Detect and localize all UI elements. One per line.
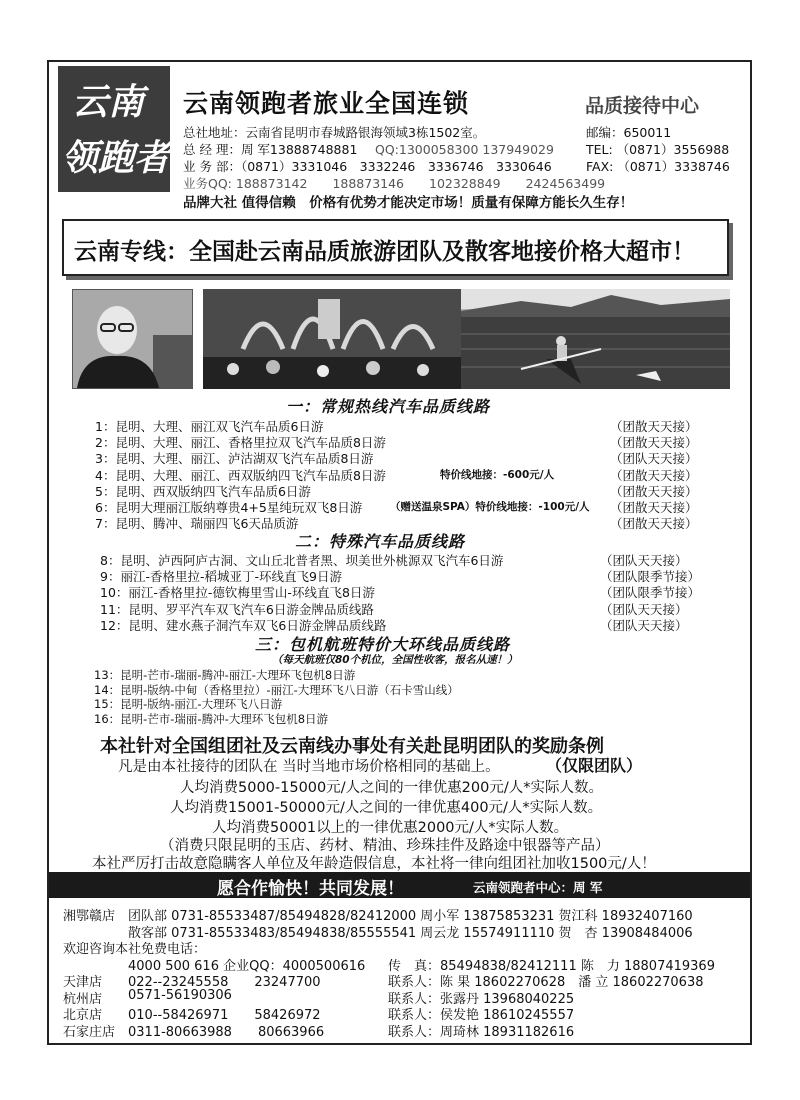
store-city: 石家庄店 xyxy=(63,1024,116,1040)
route-tag: （团散天天接） xyxy=(610,516,698,532)
route-tag: （团队天天接） xyxy=(600,617,688,633)
route-tag: （团队天天接） xyxy=(600,601,688,617)
route-tag: （团散天天接） xyxy=(610,467,698,483)
route-name: 11：昆明、罗平汽车双飞汽车6日游金牌品质线路 xyxy=(100,601,374,617)
free-phone-line: 4000 500 616 企业QQ：4000500616 xyxy=(128,959,366,974)
route-special-price: 特价线地接：-600元/人 xyxy=(440,468,555,481)
route-tag: （团散天天接） xyxy=(610,435,698,451)
route-name: 16：昆明-芒市-瑞丽-腾冲-大理环飞包机8日游 xyxy=(94,711,329,726)
route-name: 3：昆明、大理、丽江、泸沽湖双飞汽车品质8日游 xyxy=(95,451,374,467)
route-name: 2：昆明、大理、丽江、香格里拉双飞汽车品质8日游 xyxy=(95,435,386,451)
lake-boat-photo xyxy=(461,289,730,389)
rules-title: 本社针对全国组团社及云南线办事处有关赴昆明团队的奖励条例 xyxy=(100,736,604,757)
company-logo xyxy=(58,66,170,192)
route-name: 15：昆明-版纳-丽江-大理环飞八日游 xyxy=(94,697,283,711)
qq: QQ:1300058300 137949029 xyxy=(375,142,554,157)
route-name: 8：昆明、泸西阿庐古洞、文山丘北普者黑、坝美世外桃源双飞汽车6日游 xyxy=(100,553,504,568)
manager: 总 经 理：周 军13888748881 xyxy=(183,142,358,157)
route-name: 9：丽江-香格里拉-稻城亚丁-环线直飞9日游 xyxy=(100,569,342,585)
xiang-scatter-line: 散客部 0731-85533483/85494838/85555541 周云龙 15574911110 贺 杏 13908484006 xyxy=(128,926,693,941)
cooperation-sub: 云南领跑者中心：周 军 xyxy=(473,880,603,895)
store-contact: 联系人：侯发艳 18610245557 xyxy=(388,1008,575,1023)
store-phone: 0571-56190306 xyxy=(128,987,232,1003)
slogan: 品牌大社 值得信赖 价格有优势才能决定市场！质量有保障方能长久生存！ xyxy=(183,195,634,211)
logo-line1: 云南 xyxy=(72,81,145,123)
fountain-photo xyxy=(203,289,461,389)
store-contact: 联系人：周琦林 18931182616 xyxy=(388,1024,575,1040)
rule-line1-tag: （仅限团队） xyxy=(546,756,643,775)
rule-line5: （消费只限昆明的玉店、药材、精油、珍珠挂件及路途中银器等产品） xyxy=(160,838,610,854)
route-tag: （团队限季节接） xyxy=(600,585,701,601)
fax-contact-line: 传 真：85494838/82412111 陈 力 18807419369 xyxy=(388,959,715,974)
manager-photo xyxy=(72,289,193,389)
cooperation-text: 愿合作愉快！共同发展！ xyxy=(217,879,404,899)
route-name: 13：昆明-芒市-瑞丽-腾冲-丽江-大理环飞包机8日游 xyxy=(94,668,356,682)
business-phones: 业 务 部：（0871）3331046 3332246 3336746 3330646 xyxy=(183,159,552,174)
rule-line4: 人均消费50001以上的一律优惠2000元/人*实际人数。 xyxy=(212,820,569,836)
business-qq: 业务QQ: 188873142 188873146 102328849 2424563499 xyxy=(183,176,606,191)
route-tag: （团散天天接） xyxy=(610,419,698,434)
route-name: 7：昆明、腾冲、瑞丽四飞6天品质游 xyxy=(95,516,299,532)
fax: FAX: （0871）3338746 xyxy=(586,159,730,174)
xiang-store-label: 湘鄂赣店 xyxy=(63,909,116,924)
company-subtitle: 品质接待中心 xyxy=(585,95,700,117)
route-name: 5：昆明、西双版纳四飞汽车品质6日游 xyxy=(95,483,311,499)
store-phone: 022--23245558 23247700 xyxy=(128,975,321,990)
store-phone: 0311-80663988 80663966 xyxy=(128,1024,325,1040)
rule-line2: 人均消费5000-15000元/人之间的一律优惠200元/人*实际人数。 xyxy=(180,780,603,796)
section3-note: （每天航班仅80个机位，全国性收客，报名从速！） xyxy=(272,654,518,666)
store-phone: 010--58426971 58426972 xyxy=(128,1008,321,1023)
section3-title: 三：包机航班特价大环线品质线路 xyxy=(255,635,511,654)
route-name: 6：昆明大理丽江版纳尊贵4+5星纯玩双飞8日游 xyxy=(95,500,363,515)
section2-title: 二：特殊汽车品质线路 xyxy=(295,532,466,551)
company-name: 云南领跑者旅业全国连锁 xyxy=(183,89,470,118)
address: 总社地址：云南省昆明市春城路银海领域3栋1502室。 xyxy=(183,125,486,140)
tel: TEL: （0871）3556988 xyxy=(586,142,730,157)
rule-line1: 凡是由本社接待的团队在 当时当地市场价格相同的基础上。 xyxy=(118,759,500,775)
route-name: 4：昆明、大理、丽江、西双版纳四飞汽车品质8日游 xyxy=(95,467,386,483)
route-tag: （团队天天接） xyxy=(610,451,698,467)
rule-line3: 人均消费15001-50000元/人之间的一律优惠400元/人*实际人数。 xyxy=(170,800,603,816)
route-tag: （团队天天接） xyxy=(600,553,688,568)
xiang-group-line: 团队部 0731-85533487/85494828/82412000 周小军 13875853231 贺江科 18932407160 xyxy=(128,909,693,924)
route-tag: （团队限季节接） xyxy=(600,569,701,585)
route-tag: （团散天天接） xyxy=(610,483,698,499)
store-contact: 联系人：陈 果 18602270628 潘 立 18602270638 xyxy=(388,975,704,990)
headline-banner xyxy=(62,219,729,276)
route-special-price: （赠送温泉SPA）特价线地接：-100元/人 xyxy=(390,501,590,513)
route-name: 10：丽江-香格里拉-德钦梅里雪山-环线直飞8日游 xyxy=(100,585,375,601)
store-city: 杭州店 xyxy=(63,991,103,1007)
store-city: 北京店 xyxy=(63,1008,103,1023)
route-name: 14：昆明-版纳-中甸（香格里拉）-丽江-大理环飞八日游（石卡雪山线） xyxy=(94,682,459,697)
free-phone-label: 欢迎咨询本社免费电话： xyxy=(63,942,207,957)
section1-title: 一：常规热线汽车品质线路 xyxy=(286,397,491,416)
store-contact: 联系人：张露丹 13968040225 xyxy=(388,991,575,1007)
route-name: 12：昆明、建水燕子洞汽车双飞6日游金牌品质线路 xyxy=(100,617,387,633)
cooperation-bar xyxy=(49,872,750,898)
rule-line6: 本社严厉打击故意隐瞒客人单位及年龄造假信息，本社将一律向组团社加收1500元/人！ xyxy=(92,856,656,872)
postcode: 邮编：650011 xyxy=(586,125,672,140)
route-name: 1：昆明、大理、丽江双飞汽车品质6日游 xyxy=(95,419,324,434)
route-tag: （团散天天接） xyxy=(610,500,698,515)
store-city: 天津店 xyxy=(63,975,103,990)
logo-line2: 领跑者 xyxy=(62,137,171,179)
headline-text: 云南专线：全国赴云南品质旅游团队及散客地接价格大超市！ xyxy=(74,238,695,265)
